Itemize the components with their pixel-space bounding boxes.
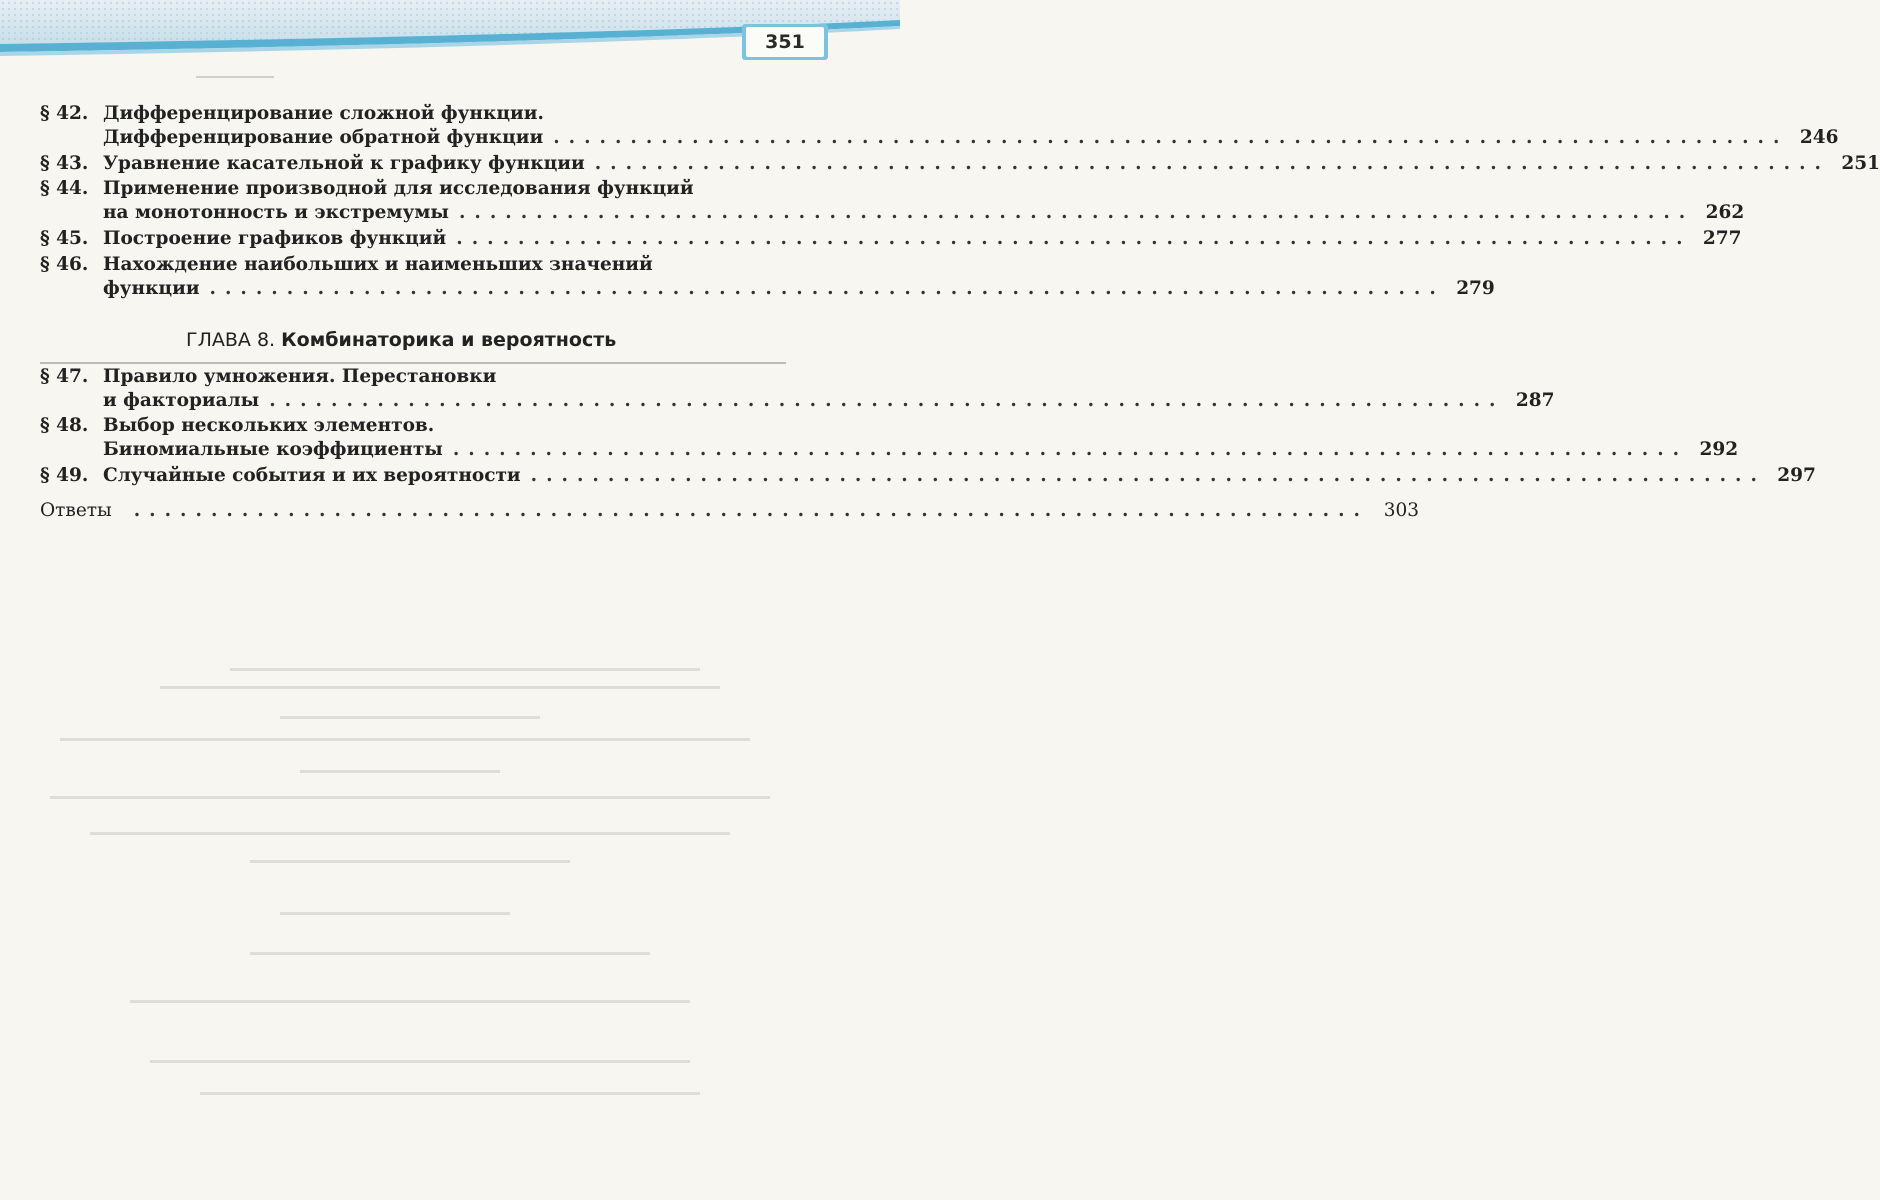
toc-answers — [40, 498, 1419, 524]
section-page: 287 — [1515, 390, 1555, 411]
answers-page: 303 — [1383, 500, 1419, 521]
leader-dots: ................................................................................ — [458, 202, 1695, 223]
toc-entry-line — [40, 413, 788, 439]
section-title: функции — [103, 278, 200, 299]
section-page: 297 — [1777, 465, 1816, 486]
toc-entry-line — [40, 176, 788, 202]
section-number: § 46. — [40, 254, 89, 275]
page-number: 351 — [746, 27, 824, 57]
section-title: Применение производной для исследования функций — [103, 178, 694, 199]
leader-dots: ................................................................................ — [456, 228, 1692, 249]
toc-entry-line — [40, 101, 788, 127]
toc-entry-line — [40, 252, 788, 278]
section-title: Случайные события и их вероятности — [103, 465, 521, 486]
bleed-through-texture — [0, 560, 900, 1160]
section-title: на монотонность и экстремумы — [103, 202, 449, 223]
toc-entry-line — [40, 151, 1880, 177]
chapter-number: ГЛАВА 8. — [186, 329, 276, 351]
section-number: § 43. — [40, 153, 89, 174]
chapter-heading — [186, 326, 616, 354]
leader-dots: ................................................................................ — [553, 127, 1789, 148]
toc-entry-line — [40, 125, 1839, 151]
section-title: Дифференцирование обратной функции — [103, 127, 544, 148]
toc-entry-line — [40, 226, 1742, 252]
section-number: § 49. — [40, 465, 89, 486]
leader-dots: ................................................................................ — [530, 465, 1766, 486]
section-title: Правило умножения. Перестановки — [103, 366, 497, 387]
section-page: 279 — [1456, 278, 1495, 299]
section-title: Уравнение касательной к графику функции — [103, 153, 585, 174]
leader-dots: ................................................................................ — [452, 439, 1689, 460]
section-page: 292 — [1699, 439, 1739, 460]
divider-short — [196, 76, 274, 78]
toc-entry-line — [40, 437, 1739, 463]
chapter-rule — [40, 362, 786, 364]
section-number: § 44. — [40, 178, 89, 199]
leader-dots: ................................................................................ — [209, 278, 1445, 299]
section-number: § 45. — [40, 228, 89, 249]
section-title: Дифференцирование сложной функции. — [103, 103, 544, 124]
toc-entry-line — [40, 200, 1745, 226]
section-number: § 42. — [40, 103, 89, 124]
section-title: Биномиальные коэффициенты — [103, 439, 443, 460]
section-page: 262 — [1705, 202, 1745, 223]
toc-entry-line — [40, 388, 1555, 414]
section-title: и факториалы — [103, 390, 260, 411]
page-number-badge — [742, 24, 828, 60]
leader-dots: ................................................................................ — [133, 500, 1369, 521]
section-page: 246 — [1799, 127, 1839, 148]
toc-entry-line — [40, 364, 788, 390]
toc-entry-line — [40, 276, 1495, 302]
section-page: 277 — [1702, 228, 1742, 249]
section-page: 251 — [1841, 153, 1880, 174]
toc-entry-line — [40, 463, 1816, 489]
chapter-title: Комбинаторика и вероятность — [281, 329, 617, 351]
leader-dots: ................................................................................ — [269, 390, 1505, 411]
section-title: Построение графиков функций — [103, 228, 447, 249]
section-number: § 48. — [40, 415, 89, 436]
section-title: Нахождение наибольших и наименьших значений — [103, 254, 653, 275]
section-title: Выбор нескольких элементов. — [103, 415, 435, 436]
leader-dots: ................................................................................ — [594, 153, 1830, 174]
section-number: § 47. — [40, 366, 89, 387]
answers-label: Ответы — [40, 500, 112, 521]
